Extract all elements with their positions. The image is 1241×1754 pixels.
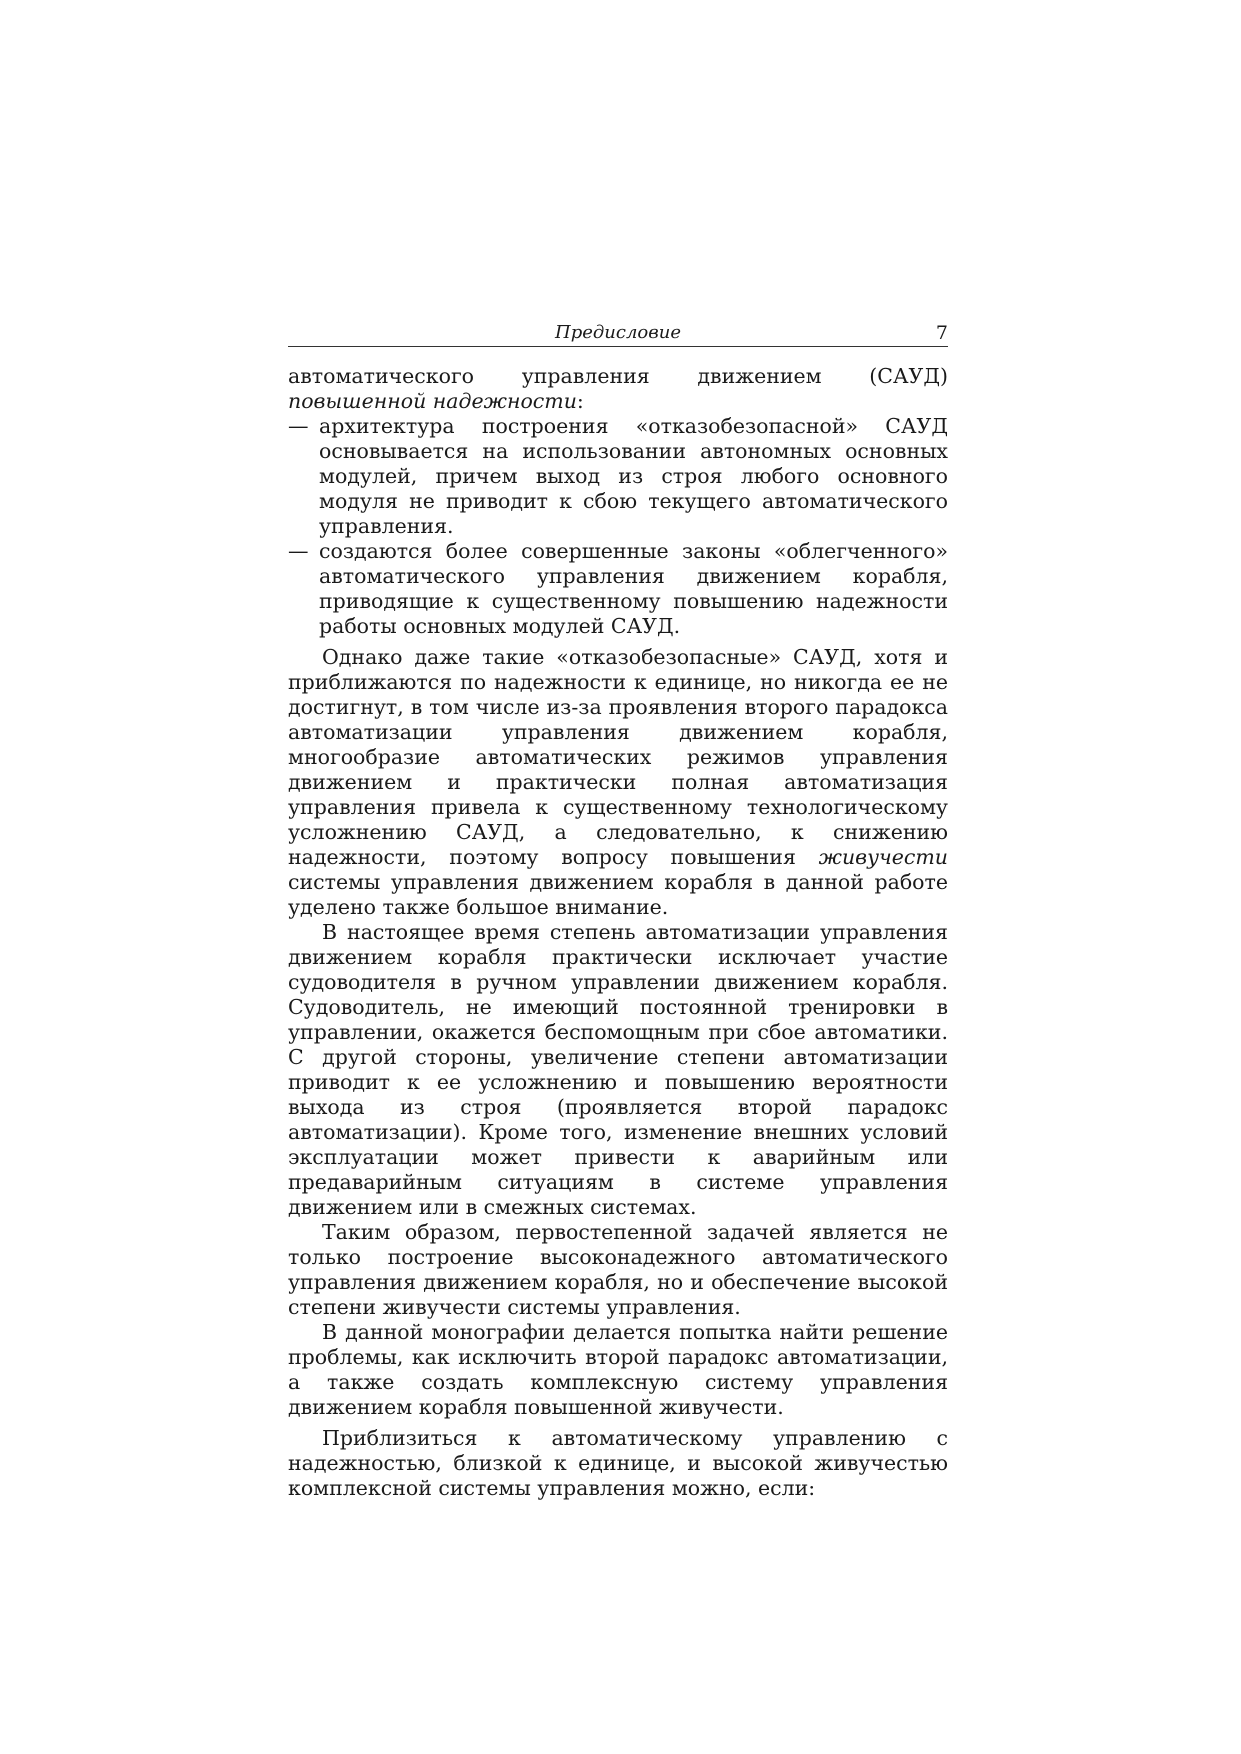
list-item	[288, 539, 948, 639]
paragraph-emphasis: живучести	[818, 845, 948, 869]
intro-colon: :	[576, 389, 584, 413]
dash-list	[288, 414, 948, 639]
paragraph: Приблизиться к автоматическому управлению с надежностью, близкой к единице, и высокой живучестью комплексной системы управления можно, если:	[288, 1426, 948, 1500]
paragraph: Таким образом, первостепенной задачей является не только построение высоконадежного автоматического управления движением корабля, но и обеспечение высокой степени живучести системы управления.	[288, 1220, 948, 1319]
paragraph	[288, 645, 948, 920]
paragraph: В данной монографии делается попытка найти решение проблемы, как исключить второй парадокс автоматизации, а также создать комплексную систему управления движением корабля повышенной живучести.	[288, 1320, 948, 1419]
running-title: Предисловие	[555, 322, 681, 343]
intro-text: автоматического управления движением (САУД)	[288, 364, 948, 388]
page-header	[288, 322, 948, 347]
intro-emphasis: повышенной надежности	[288, 389, 577, 413]
dash-marker: —	[288, 414, 309, 438]
dash-marker: —	[288, 539, 309, 563]
page-number: 7	[935, 322, 948, 344]
intro-paragraph	[288, 364, 948, 414]
text-body	[288, 364, 948, 1501]
list-item-text: архитектура построения «отказобезопасной» САУД основывается на использовании автономных основных модулей, причем выход из строя любого основного модуля не приводит к сбою текущего автоматического управления.	[319, 414, 948, 538]
list-item	[288, 414, 948, 539]
paragraph-text: Однако даже такие «отказобезопасные» САУД, хотя и приближаются по надежности к единице, но никогда ее не достигнут, в том числе из-за проявления второго парадокса автоматизации управления движением корабля, многообразие автоматических режимов управления движением и практически полная автоматизация управления привела к существенному технологическому усложнению САУД, а следовательно, к снижению надежности, поэтому вопросу повышения	[288, 645, 948, 869]
list-item-text: создаются более совершенные законы «облегченного» автоматического управления движением корабля, приводящие к существенному повышению надежности работы основных модулей САУД.	[319, 539, 948, 638]
paragraph: В настоящее время степень автоматизации управления движением корабля практически исключает участие судоводителя в ручном управлении движением корабля. Судоводитель, не имеющий постоянной тренировки в управлении, окажется беспомощным при сбое автоматики. С другой стороны, увеличение степени автоматизации приводит к ее усложнению и повышению вероятности выхода из строя (проявляется второй парадокс автоматизации). Кроме того, изменение внешних условий эксплуатации может привести к аварийным или предаварийным ситуациям в системе управления движением или в смежных системах.	[288, 920, 948, 1219]
paragraph-text: системы управления движением корабля в данной работе уделено также большое внимание.	[288, 870, 948, 919]
